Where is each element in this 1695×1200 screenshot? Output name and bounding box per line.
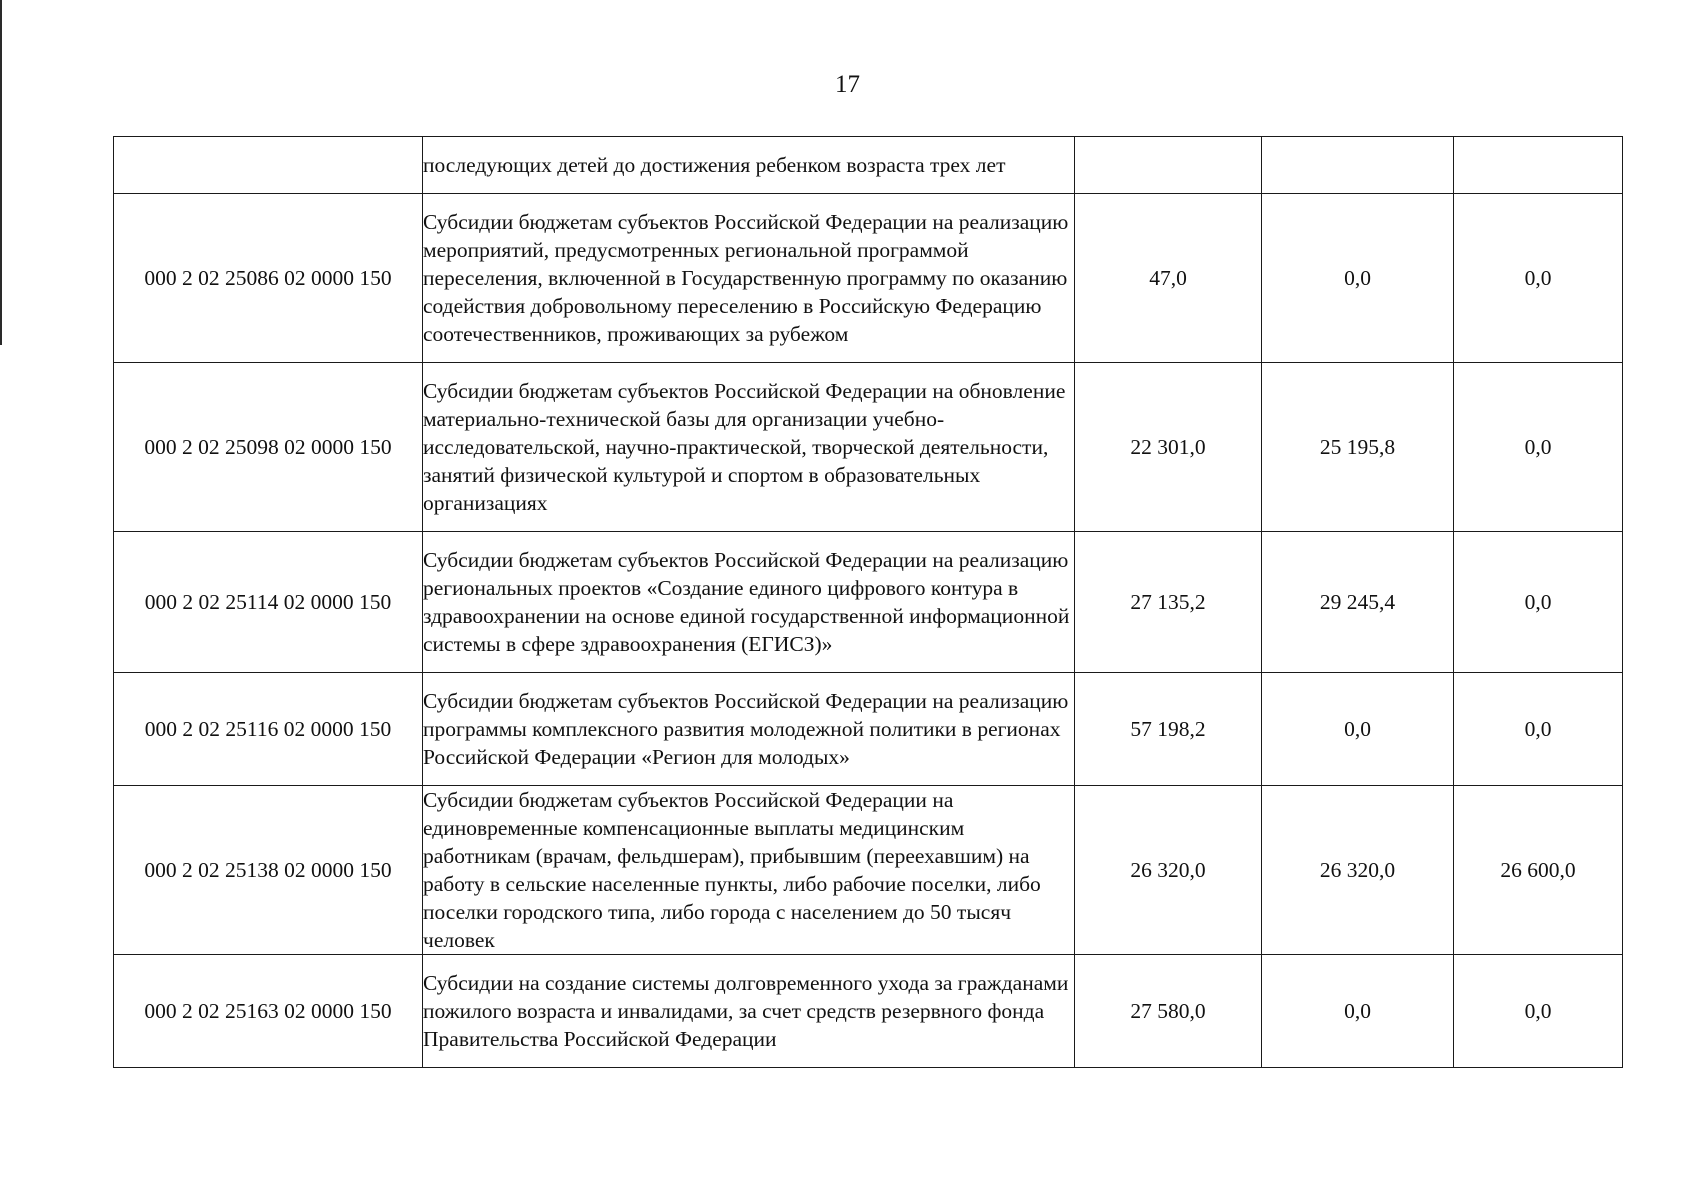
value-cell-year-1: 57 198,2	[1075, 673, 1262, 786]
description-cell	[423, 532, 1075, 673]
budget-code-cell: 000 2 02 25114 02 0000 150	[114, 532, 423, 673]
description-cell	[423, 194, 1075, 363]
description-text: Субсидии бюджетам субъектов Российской Федерации на обновление материально-технической базы для организации учебно-исследовательской, научно-практической, творческой деятельности, занятий физической культурой и спортом в образовательных организациях	[423, 379, 1066, 515]
value-cell-year-1: 47,0	[1075, 194, 1262, 363]
value-cell-year-3	[1454, 137, 1623, 194]
value-cell-year-1: 22 301,0	[1075, 363, 1262, 532]
budget-code-cell: 000 2 02 25098 02 0000 150	[114, 363, 423, 532]
value-cell-year-2: 26 320,0	[1262, 786, 1454, 955]
table-row	[114, 955, 1623, 1068]
page-number: 17	[835, 71, 860, 98]
value-cell-year-2: 25 195,8	[1262, 363, 1454, 532]
description-text: Субсидии бюджетам субъектов Российской Федерации на единовременные компенсационные выплаты медицинским работникам (врачам, фельдшерам), прибывшим (переехавшим) на работу в сельские населенные пункты, либо рабочие поселки, либо поселки городского типа, либо города с населением до 50 тысяч человек	[423, 788, 1041, 952]
table-row	[114, 532, 1623, 673]
table-row	[114, 363, 1623, 532]
description-text: Субсидии бюджетам субъектов Российской Федерации на реализацию программы комплексного развития молодежной политики в регионах Российской Федерации «Регион для молодых»	[423, 689, 1069, 769]
budget-code-cell: 000 2 02 25116 02 0000 150	[114, 673, 423, 786]
value-cell-year-1: 26 320,0	[1075, 786, 1262, 955]
description-text: Субсидии бюджетам субъектов Российской Федерации на реализацию региональных проектов «Создание единого цифрового контура в здравоохранении на основе единой государственной информационной системы в сфере здравоохранения (ЕГИСЗ)»	[423, 548, 1070, 656]
description-cell	[423, 955, 1075, 1068]
description-text: Субсидии бюджетам субъектов Российской Федерации на реализацию мероприятий, предусмотренных региональной программой переселения, включенной в Государственную программу по оказанию содействия добровольному переселению в Российскую Федерацию соотечественников, проживающих за рубежом	[423, 210, 1069, 346]
description-cell	[423, 363, 1075, 532]
table-row	[114, 194, 1623, 363]
value-cell-year-3: 0,0	[1454, 363, 1623, 532]
budget-code-cell: 000 2 02 25163 02 0000 150	[114, 955, 423, 1068]
value-cell-year-1	[1075, 137, 1262, 194]
value-cell-year-2	[1262, 137, 1454, 194]
value-cell-year-2: 29 245,4	[1262, 532, 1454, 673]
value-cell-year-2: 0,0	[1262, 955, 1454, 1068]
value-cell-year-1: 27 135,2	[1075, 532, 1262, 673]
budget-code-cell: 000 2 02 25086 02 0000 150	[114, 194, 423, 363]
value-cell-year-3: 0,0	[1454, 673, 1623, 786]
value-cell-year-3: 0,0	[1454, 532, 1623, 673]
value-cell-year-2: 0,0	[1262, 673, 1454, 786]
value-cell-year-1: 27 580,0	[1075, 955, 1262, 1068]
table-row	[114, 137, 1623, 194]
table-row	[114, 673, 1623, 786]
description-cell	[423, 786, 1075, 955]
description-text: Субсидии на создание системы долговременного ухода за гражданами пожилого возраста и инвалидами, за счет средств резервного фонда Правительства Российской Федерации	[423, 971, 1069, 1051]
value-cell-year-3: 0,0	[1454, 194, 1623, 363]
budget-code-cell	[114, 137, 423, 194]
value-cell-year-3: 26 600,0	[1454, 786, 1623, 955]
description-cell	[423, 673, 1075, 786]
description-cell	[423, 137, 1075, 194]
description-text: последующих детей до достижения ребенком возраста трех лет	[423, 153, 1006, 177]
value-cell-year-3: 0,0	[1454, 955, 1623, 1068]
scan-edge-line	[0, 0, 2, 345]
budget-code-cell: 000 2 02 25138 02 0000 150	[114, 786, 423, 955]
budget-table	[113, 136, 1623, 1068]
value-cell-year-2: 0,0	[1262, 194, 1454, 363]
table-row	[114, 786, 1623, 955]
